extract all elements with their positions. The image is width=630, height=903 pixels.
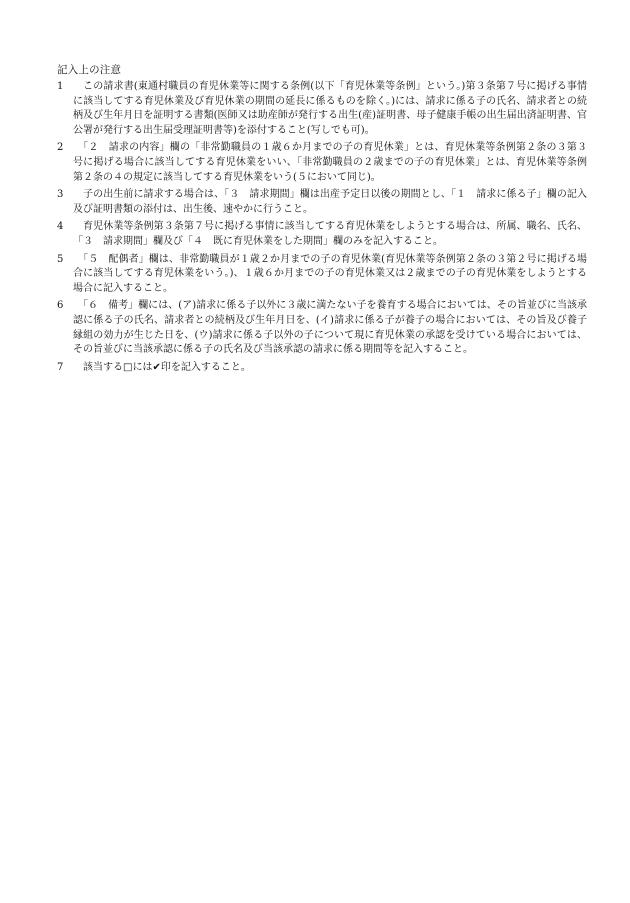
- note-text: この請求書(東通村職員の育児休業等に関する条例(以下「育児休業等条例」という。)第３条第７号に掲げる事情に該当してする育児休業及び育児休業の期間の延長に係るものを除く。)には、請求に係る子の氏名、請求者との続柄及び生年月日を証明する書類(医師又は助産師が発行する出生(産)証明書、母子健康手帳の出生届出済証明書、官公署が発行する出生届受理証明書等)を添付すること(写しでも可)。: [73, 81, 587, 136]
- note-item-5: [57, 253, 587, 297]
- note-item-7: [57, 361, 587, 376]
- note-number: 5: [57, 253, 64, 265]
- note-item-6: [57, 299, 587, 357]
- note-number: 2: [57, 142, 64, 154]
- note-item-3: [57, 188, 587, 217]
- note-text: 該当する□には✔印を記入すること。: [73, 361, 251, 373]
- note-text: 「５ 配偶者」欄は、非常勤職員が１歳２か月までの子の育児休業(育児休業等条例第２条の３第２号に掲げる場合に該当してする育児休業をいう。)、１歳６か月までの子の育児休業又は２歳までの子の育児休業をしようとする場合に記入すること。: [73, 253, 587, 294]
- note-number: 6: [57, 300, 64, 312]
- note-number: 3: [57, 189, 64, 201]
- note-number: 1: [57, 81, 64, 92]
- note-item-2: [57, 141, 587, 185]
- note-number: 7: [57, 361, 64, 373]
- note-text: 子の出生前に請求する場合は、「３ 請求期間」欄は出産予定日以後の期間とし、「１ 請求に係る子」欄の記入及び証明書類の添付は、出生後、速やかに行うこと。: [73, 189, 587, 215]
- notes-list: [57, 80, 587, 378]
- page-heading: 記入上の注意: [57, 64, 122, 76]
- note-text: 「６ 備考」欄には、(ア)請求に係る子以外に３歳に満たない子を養育する場合においては、その旨並びに当該承認に係る子の氏名、請求者との続柄及び生年月日を、(イ)請求に係る子が養子の場合においては、その旨及び養子縁組の効力が生じた日を、(ウ)請求に係る子以外の子について現に育児休業の承認を受けている場合においては、その旨並びに当該承認に係る子の氏名及び当該承認の請求に係る期間等を記入すること。: [73, 300, 587, 356]
- note-text: 「２ 請求の内容」欄の「非常勤職員の１歳６か月までの子の育児休業」とは、育児休業等条例第２条の３第３号に掲げる場合に該当してする育児休業をいい、「非常勤職員の２歳までの子の育児休業」とは、育児休業等条例第２条の４の規定に該当してする育児休業をいう(５において同じ)。: [73, 142, 587, 183]
- note-text: 育児休業等条例第３条第７号に掲げる事情に該当してする育児休業をしようとする場合は、所属、職名、氏名、「３ 請求期間」欄及び「４ 既に育児休業をした期間」欄のみを記入すること。: [73, 221, 587, 247]
- note-item-4: [57, 220, 587, 249]
- note-number: 4: [57, 221, 64, 233]
- note-item-1: [57, 80, 587, 138]
